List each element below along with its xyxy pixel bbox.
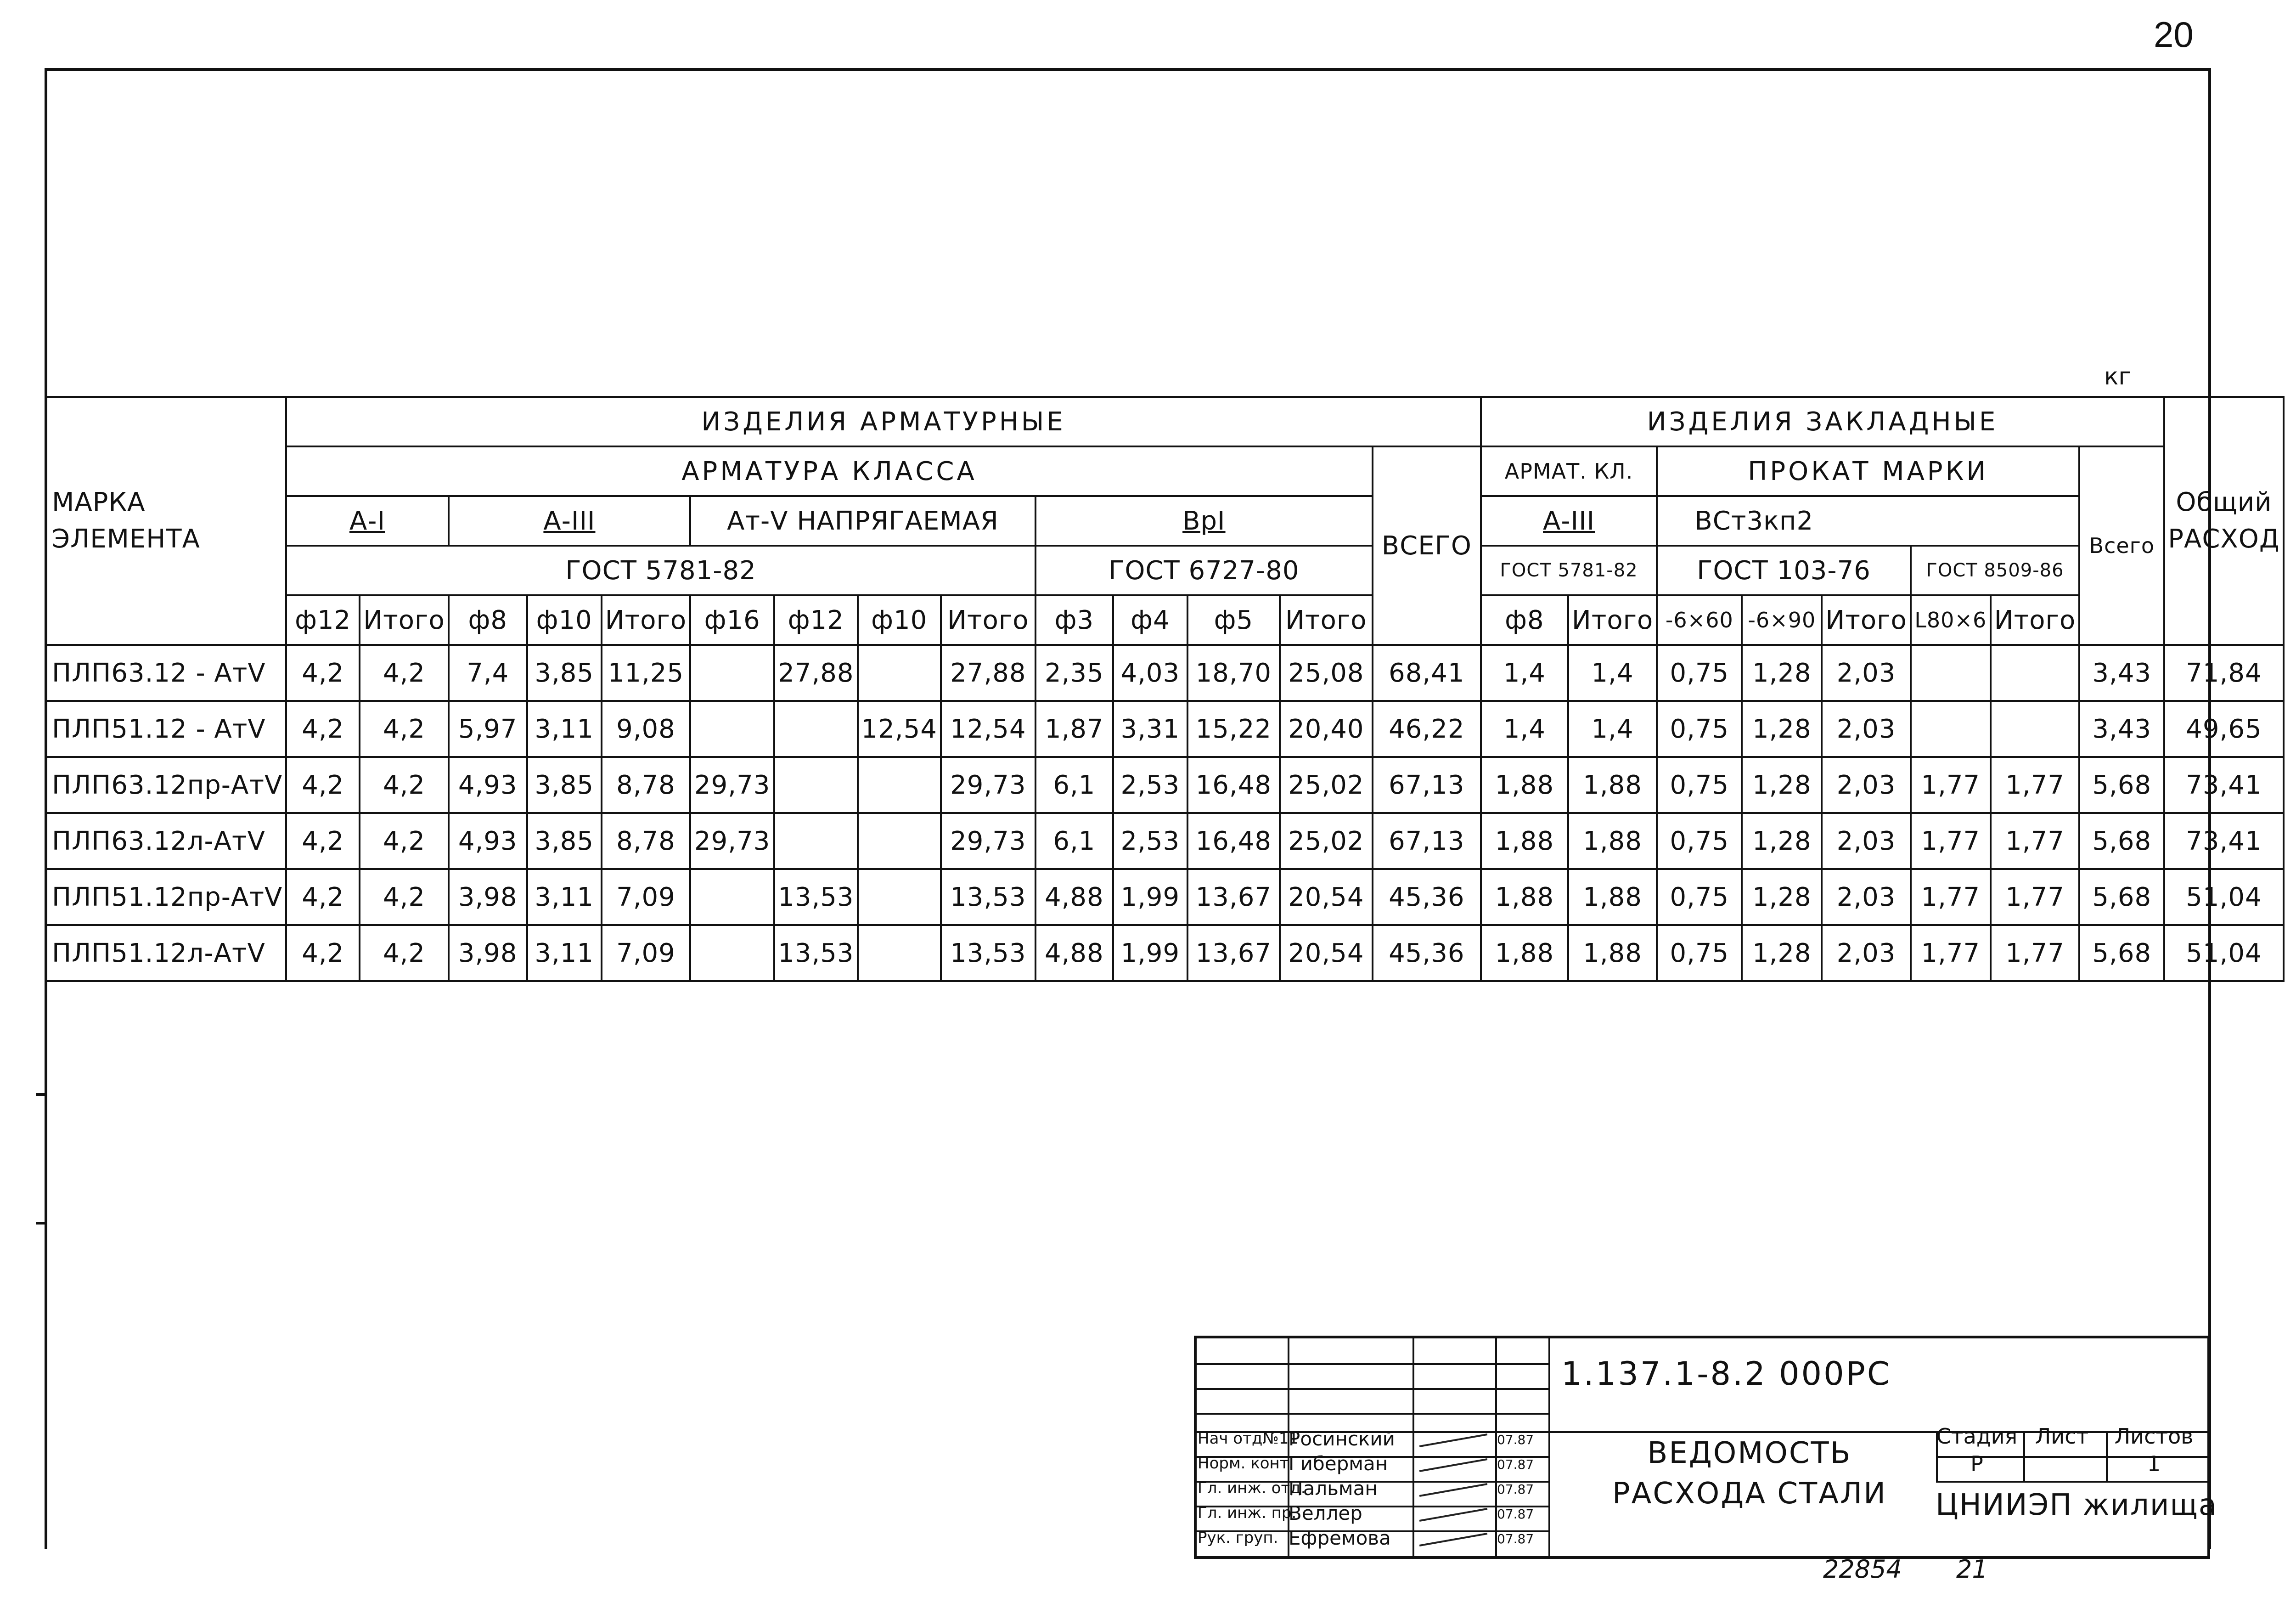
table-cell: 29,73 xyxy=(690,757,774,813)
table-cell: 9,08 xyxy=(602,701,690,757)
table-cell: 1,28 xyxy=(1742,757,1822,813)
signer-role: Рук. груп. xyxy=(1198,1529,1278,1547)
class-aiii-header: А-III xyxy=(449,496,690,546)
table-cell: 13,53 xyxy=(774,869,857,925)
table-cell: 3,43 xyxy=(2079,645,2164,701)
table-cell xyxy=(774,701,857,757)
table-cell xyxy=(858,757,941,813)
table-cell: 11,25 xyxy=(602,645,690,701)
header-row-3 xyxy=(45,496,2284,546)
table-cell: 4,93 xyxy=(449,757,527,813)
table-cell: 6,1 xyxy=(1035,813,1113,869)
table-cell: 1,88 xyxy=(1568,757,1657,813)
table-cell: 1,88 xyxy=(1481,869,1568,925)
table-cell: 2,03 xyxy=(1822,701,1910,757)
table-cell: 1,77 xyxy=(1911,757,1991,813)
signer-name: Росинский xyxy=(1289,1428,1395,1450)
signer-name: Гиберман xyxy=(1289,1452,1388,1475)
embedded-group-header: ИЗДЕЛИЯ ЗАКЛАДНЫЕ xyxy=(1481,397,2164,446)
sheet-label: Лист xyxy=(2035,1424,2089,1449)
table-cell: 67,13 xyxy=(1373,813,1481,869)
sub-header: -6×90 xyxy=(1742,595,1822,645)
table-cell: 13,53 xyxy=(941,869,1035,925)
table-cell: 16,48 xyxy=(1187,757,1280,813)
element-mark: ПЛП63.12 - АтV xyxy=(45,645,286,701)
table-cell: 0,75 xyxy=(1657,701,1742,757)
table-row xyxy=(45,869,2284,925)
table-row xyxy=(45,757,2284,813)
table-cell: 8,78 xyxy=(602,813,690,869)
sub-header: Итого xyxy=(1568,595,1657,645)
header-row-2 xyxy=(45,446,2284,496)
gost-5781-header: ГОСТ 5781-82 xyxy=(286,546,1035,595)
table-cell: 7,09 xyxy=(602,925,690,981)
table-cell: 1,28 xyxy=(1742,813,1822,869)
table-cell: 4,2 xyxy=(286,757,360,813)
table-cell: 7,4 xyxy=(449,645,527,701)
element-mark: ПЛП51.12 - АтV xyxy=(45,701,286,757)
table-cell: 1,77 xyxy=(1911,869,1991,925)
mark-header: МАРКА ЭЛЕМЕНТА xyxy=(45,397,286,645)
sub-header: ф8 xyxy=(1481,595,1568,645)
table-cell: 4,2 xyxy=(286,645,360,701)
table-cell: 29,73 xyxy=(941,757,1035,813)
table-cell xyxy=(858,813,941,869)
table-cell: 1,28 xyxy=(1742,925,1822,981)
document-title: ВЕДОМОСТЬ РАСХОДА СТАЛИ xyxy=(1612,1436,1887,1511)
table-cell: 3,98 xyxy=(449,869,527,925)
table-cell: 25,02 xyxy=(1280,757,1373,813)
table-cell: 1,77 xyxy=(1991,925,2079,981)
overall-header: Общий РАСХОД xyxy=(2164,397,2283,645)
table-cell: 13,53 xyxy=(774,925,857,981)
sheet-footer-number: 21 xyxy=(1956,1555,1988,1584)
table-cell: 2,03 xyxy=(1822,645,1910,701)
unit-label: кг xyxy=(2104,363,2131,390)
table-cell: 3,85 xyxy=(527,813,602,869)
table-cell: 0,75 xyxy=(1657,757,1742,813)
table-cell: 20,54 xyxy=(1280,869,1373,925)
table-cell: 16,48 xyxy=(1187,813,1280,869)
sub-header: ф3 xyxy=(1035,595,1113,645)
sign-date: 07.87 xyxy=(1497,1457,1534,1472)
table-cell: 45,36 xyxy=(1373,925,1481,981)
table-cell: 0,75 xyxy=(1657,645,1742,701)
table-cell: 73,41 xyxy=(2164,757,2283,813)
gost-103-header: ГОСТ 103-76 xyxy=(1657,546,1910,595)
table-cell: 3,11 xyxy=(527,869,602,925)
sub-header: ф12 xyxy=(286,595,360,645)
sub-header: ф5 xyxy=(1187,595,1280,645)
sub-header: Итого xyxy=(1822,595,1910,645)
sheets-value: 1 xyxy=(2147,1451,2161,1476)
table-cell: 25,08 xyxy=(1280,645,1373,701)
table-cell: 3,98 xyxy=(449,925,527,981)
table-cell xyxy=(690,925,774,981)
signer-role: Гл. инж. отд. xyxy=(1198,1479,1306,1497)
organization: ЦНИИЭП жилища xyxy=(1936,1488,2217,1522)
table-cell: 29,73 xyxy=(941,813,1035,869)
table-cell: 46,22 xyxy=(1373,701,1481,757)
class-ai-header: А-I xyxy=(286,496,448,546)
sub-header: ф8 xyxy=(449,595,527,645)
table-cell: 1,88 xyxy=(1568,925,1657,981)
table-cell: 4,93 xyxy=(449,813,527,869)
table-cell: 4,2 xyxy=(286,701,360,757)
table-cell: 3,31 xyxy=(1113,701,1187,757)
table-cell: 1,99 xyxy=(1113,925,1187,981)
armat-kl-header: АРМАТ. КЛ. xyxy=(1481,446,1657,496)
table-cell: 4,2 xyxy=(360,813,448,869)
table-cell xyxy=(690,701,774,757)
signer-role: Нач отд№11 xyxy=(1198,1429,1299,1448)
table-cell: 1,4 xyxy=(1568,645,1657,701)
element-mark: ПЛП63.12пр-АтV xyxy=(45,757,286,813)
sub-header: Итого xyxy=(360,595,448,645)
sub-header: ф12 xyxy=(774,595,857,645)
table-cell: 5,68 xyxy=(2079,813,2164,869)
table-cell: 1,88 xyxy=(1481,813,1568,869)
class-atv-header: Ат-V НАПРЯГАЕМАЯ xyxy=(690,496,1035,546)
table-cell: 4,2 xyxy=(360,645,448,701)
sub-header: Итого xyxy=(941,595,1035,645)
table-cell: 4,88 xyxy=(1035,925,1113,981)
table-cell xyxy=(1991,701,2079,757)
table-cell: 3,85 xyxy=(527,757,602,813)
table-cell: 29,73 xyxy=(690,813,774,869)
table-cell: 3,43 xyxy=(2079,701,2164,757)
table-cell: 2,35 xyxy=(1035,645,1113,701)
table-cell: 12,54 xyxy=(941,701,1035,757)
header-row-1 xyxy=(45,397,2284,446)
sub-header: Итого xyxy=(1991,595,2079,645)
table-cell: 1,28 xyxy=(1742,645,1822,701)
table-cell: 4,88 xyxy=(1035,869,1113,925)
table-cell: 2,53 xyxy=(1113,813,1187,869)
table-cell: 1,28 xyxy=(1742,869,1822,925)
table-cell: 2,03 xyxy=(1822,757,1910,813)
table-cell xyxy=(858,869,941,925)
table-cell: 4,2 xyxy=(360,925,448,981)
sign-date: 07.87 xyxy=(1497,1507,1534,1522)
table-cell: 1,87 xyxy=(1035,701,1113,757)
table-cell: 4,2 xyxy=(286,813,360,869)
sub-header: ф4 xyxy=(1113,595,1187,645)
table-cell: 1,4 xyxy=(1481,701,1568,757)
table-cell: 4,2 xyxy=(360,757,448,813)
armature-total-header: ВСЕГО xyxy=(1373,446,1481,645)
margin-tick xyxy=(36,1093,45,1096)
table-cell: 0,75 xyxy=(1657,925,1742,981)
sign-date: 07.87 xyxy=(1497,1432,1534,1447)
table-cell: 1,88 xyxy=(1568,869,1657,925)
table-cell: 51,04 xyxy=(2164,869,2283,925)
table-cell: 5,68 xyxy=(2079,925,2164,981)
table-cell: 67,13 xyxy=(1373,757,1481,813)
table-cell: 0,75 xyxy=(1657,813,1742,869)
table-cell: 2,53 xyxy=(1113,757,1187,813)
signer-name: Пальман xyxy=(1289,1477,1378,1500)
table-cell: 49,65 xyxy=(2164,701,2283,757)
table-cell: 13,53 xyxy=(941,925,1035,981)
table-cell: 1,77 xyxy=(1991,813,2079,869)
page-number: 20 xyxy=(2154,14,2194,55)
gost-6727-header: ГОСТ 6727-80 xyxy=(1035,546,1373,595)
table-cell xyxy=(858,645,941,701)
sign-date: 07.87 xyxy=(1497,1482,1534,1497)
table-cell: 1,4 xyxy=(1568,701,1657,757)
table-cell: 71,84 xyxy=(2164,645,2283,701)
table-cell xyxy=(690,645,774,701)
table-cell: 20,54 xyxy=(1280,925,1373,981)
emb-aiii-header: А-III xyxy=(1481,496,1657,546)
table-cell: 27,88 xyxy=(774,645,857,701)
table-cell: 4,2 xyxy=(360,869,448,925)
table-cell: 20,40 xyxy=(1280,701,1373,757)
table-cell: 2,03 xyxy=(1822,813,1910,869)
table-cell: 3,85 xyxy=(527,645,602,701)
table-row xyxy=(45,701,2284,757)
signer-name: Ефремова xyxy=(1289,1527,1391,1549)
gost-5781-small-header: ГОСТ 5781-82 xyxy=(1481,546,1657,595)
element-mark: ПЛП63.12л-АтV xyxy=(45,813,286,869)
table-cell: 51,04 xyxy=(2164,925,2283,981)
class-bpi-header: ВpI xyxy=(1035,496,1373,546)
embedded-total-header: Всего xyxy=(2079,446,2164,645)
inventory-number: 22854 xyxy=(1823,1555,1902,1584)
table-row xyxy=(45,645,2284,701)
table-cell: 1,77 xyxy=(1991,869,2079,925)
table-cell: 2,03 xyxy=(1822,869,1910,925)
table-cell: 4,2 xyxy=(286,869,360,925)
table-cell: 5,68 xyxy=(2079,757,2164,813)
table-cell xyxy=(1991,645,2079,701)
table-cell: 25,02 xyxy=(1280,813,1373,869)
stage-value: Р xyxy=(1970,1451,1983,1476)
table-cell xyxy=(1911,645,1991,701)
signer-name: Веллер xyxy=(1289,1502,1362,1524)
stage-label: Стадия xyxy=(1936,1424,2018,1449)
table-cell xyxy=(690,869,774,925)
table-cell xyxy=(1911,701,1991,757)
table-cell: 1,77 xyxy=(1911,925,1991,981)
sub-header: -6×60 xyxy=(1657,595,1742,645)
signer-role: Норм. конт. xyxy=(1198,1454,1294,1473)
signer-role: Гл. инж. пр. xyxy=(1198,1504,1297,1522)
table-cell: 3,11 xyxy=(527,925,602,981)
table-row xyxy=(45,813,2284,869)
armature-class-header: АРМАТУРА КЛАССА xyxy=(286,446,1373,496)
sub-header: Итого xyxy=(602,595,690,645)
table-cell: 12,54 xyxy=(858,701,941,757)
sub-header: ф16 xyxy=(690,595,774,645)
table-cell: 1,88 xyxy=(1568,813,1657,869)
element-mark: ПЛП51.12пр-АтV xyxy=(45,869,286,925)
table-cell: 3,11 xyxy=(527,701,602,757)
prokat-header: ПРОКАТ МАРКИ xyxy=(1657,446,2079,496)
table-cell: 4,2 xyxy=(286,925,360,981)
table-cell: 2,03 xyxy=(1822,925,1910,981)
table-cell: 0,75 xyxy=(1657,869,1742,925)
sub-header: Итого xyxy=(1280,595,1373,645)
table-cell xyxy=(774,813,857,869)
steel-consumption-table xyxy=(45,396,2285,982)
gost-8509-header: ГОСТ 8509-86 xyxy=(1911,546,2079,595)
sub-header: ф10 xyxy=(858,595,941,645)
sub-header: ф10 xyxy=(527,595,602,645)
table-row xyxy=(45,925,2284,981)
table-cell: 1,88 xyxy=(1481,925,1568,981)
table-cell: 13,67 xyxy=(1187,925,1280,981)
table-cell: 8,78 xyxy=(602,757,690,813)
vst-header: ВСт3кп2 xyxy=(1657,496,2079,546)
header-row-5 xyxy=(45,595,2284,645)
table-cell: 13,67 xyxy=(1187,869,1280,925)
element-mark: ПЛП51.12л-АтV xyxy=(45,925,286,981)
table-body xyxy=(45,645,2284,981)
table-cell: 18,70 xyxy=(1187,645,1280,701)
table-cell: 5,68 xyxy=(2079,869,2164,925)
armature-group-header: ИЗДЕЛИЯ АРМАТУРНЫЕ xyxy=(286,397,1481,446)
table-cell: 6,1 xyxy=(1035,757,1113,813)
sheets-label: Листов xyxy=(2114,1424,2194,1449)
table-cell: 7,09 xyxy=(602,869,690,925)
table-cell: 15,22 xyxy=(1187,701,1280,757)
table-cell: 4,2 xyxy=(360,701,448,757)
table-cell: 73,41 xyxy=(2164,813,2283,869)
document-code: 1.137.1-8.2 000РС xyxy=(1561,1355,1891,1393)
table-cell: 1,4 xyxy=(1481,645,1568,701)
table-cell: 27,88 xyxy=(941,645,1035,701)
table-cell xyxy=(858,925,941,981)
table-cell: 1,88 xyxy=(1481,757,1568,813)
table-cell: 1,77 xyxy=(1911,813,1991,869)
sign-date: 07.87 xyxy=(1497,1531,1534,1546)
table-cell: 4,03 xyxy=(1113,645,1187,701)
header-row-4 xyxy=(45,546,2284,595)
table-cell: 1,77 xyxy=(1991,757,2079,813)
margin-tick xyxy=(36,1222,45,1225)
sub-header: L80×6 xyxy=(1911,595,1991,645)
table-cell: 1,28 xyxy=(1742,701,1822,757)
table-cell: 45,36 xyxy=(1373,869,1481,925)
table-cell: 5,97 xyxy=(449,701,527,757)
table-cell: 1,99 xyxy=(1113,869,1187,925)
table-cell xyxy=(774,757,857,813)
table-cell: 68,41 xyxy=(1373,645,1481,701)
